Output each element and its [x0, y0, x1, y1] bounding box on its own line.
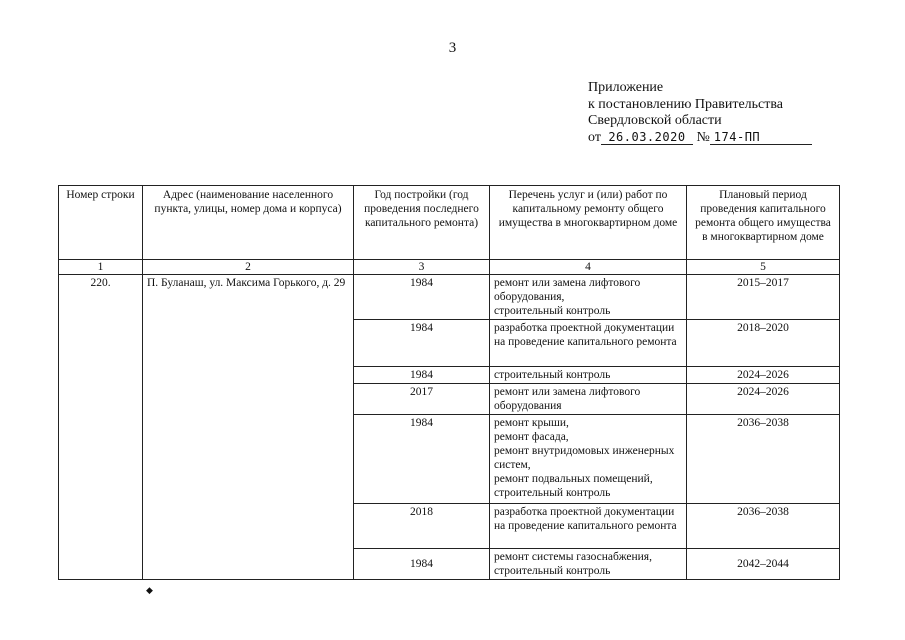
year-cell: 2017 [354, 384, 490, 415]
decree-number: 174-ПП [710, 130, 812, 145]
year-cell: 1984 [354, 320, 490, 367]
table-header-row [59, 186, 840, 260]
repair-plan-table [58, 185, 840, 580]
period-cell: 2036–2038 [687, 415, 840, 504]
column-number: 3 [354, 260, 490, 275]
works-cell: разработка проектной документации на проведение капитального ремонта [490, 504, 687, 549]
works-cell: ремонт крыши, ремонт фасада, ремонт внутридомовых инженерных систем, ремонт подвальных помещений, строительный контроль [490, 415, 687, 504]
header-works: Перечень услуг и (или) работ по капитальному ремонту общего имущества в многоквартирном доме [490, 186, 687, 260]
scan-speck: ◆ [146, 585, 153, 595]
works-cell: ремонт или замена лифтового оборудования [490, 384, 687, 415]
year-cell: 1984 [354, 367, 490, 384]
period-cell: 2018–2020 [687, 320, 840, 367]
header-address: Адрес (наименование населенного пункта, улицы, номер дома и корпуса) [143, 186, 354, 260]
header-year: Год постройки (год проведения последнего капитального ремонта) [354, 186, 490, 260]
works-cell: разработка проектной документации на проведение капитального ремонта [490, 320, 687, 367]
year-cell: 1984 [354, 275, 490, 320]
appendix-line: Свердловской области [588, 113, 722, 128]
column-number: 5 [687, 260, 840, 275]
header-period: Плановый период проведения капитального ремонта общего имущества в многоквартирном доме [687, 186, 840, 260]
period-cell: 2036–2038 [687, 504, 840, 549]
year-cell: 1984 [354, 415, 490, 504]
table-row [59, 275, 840, 320]
page-number: 3 [448, 40, 457, 56]
decree-date: 26.03.2020 [601, 130, 693, 145]
address-cell: П. Буланаш, ул. Максима Горького, д. 29 [143, 275, 354, 580]
column-number: 2 [143, 260, 354, 275]
appendix-header [588, 80, 812, 146]
works-cell: строительный контроль [490, 367, 687, 384]
column-number: 1 [59, 260, 143, 275]
header-row-number: Номер строки [59, 186, 143, 260]
period-cell: 2042–2044 [687, 549, 840, 580]
year-cell: 1984 [354, 549, 490, 580]
period-cell: 2024–2026 [687, 384, 840, 415]
column-number: 4 [490, 260, 687, 275]
period-cell: 2024–2026 [687, 367, 840, 384]
number-prefix: № [696, 129, 710, 145]
works-cell: ремонт системы газоснабжения, строительный контроль [490, 549, 687, 580]
appendix-line: к постановлению Правительства [588, 96, 784, 112]
year-cell: 2018 [354, 504, 490, 549]
row-number-cell: 220. [59, 275, 143, 580]
column-number-row [59, 260, 840, 275]
period-cell: 2015–2017 [687, 275, 840, 320]
date-prefix: от [588, 129, 601, 145]
works-cell: ремонт или замена лифтового оборудования, строительный контроль [490, 275, 687, 320]
appendix-line: Приложение [588, 80, 664, 95]
decree-line [588, 130, 812, 147]
